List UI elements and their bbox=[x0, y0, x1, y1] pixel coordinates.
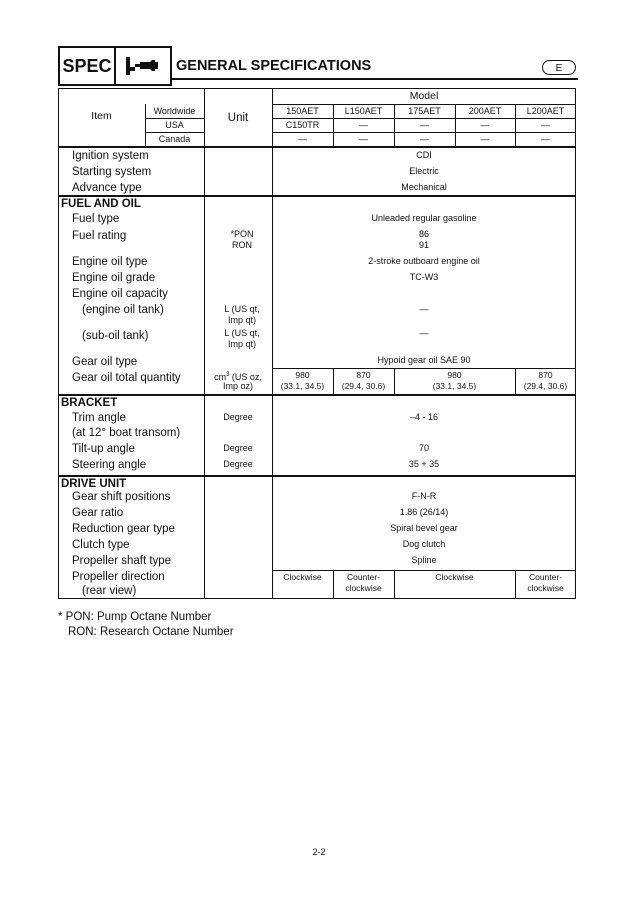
region-canada: Canada bbox=[158, 134, 191, 144]
value-propeller-shaft: Spline bbox=[411, 555, 437, 565]
model-cell: 175AET bbox=[408, 106, 441, 116]
item-tilt-up: Tilt-up angle bbox=[72, 443, 135, 455]
rule bbox=[58, 475, 576, 477]
prop-dir-cell: Counter- bbox=[346, 572, 381, 582]
prop-dir-cell: Counter- bbox=[528, 572, 563, 582]
spec-label: SPEC bbox=[58, 46, 116, 86]
model-cell: — bbox=[359, 120, 368, 130]
page-number: 2-2 bbox=[312, 847, 326, 857]
item-advance: Advance type bbox=[72, 182, 142, 194]
item-engine-oil-tank: (engine oil tank) bbox=[82, 304, 164, 316]
item-trim-angle-note: (at 12° boat transom) bbox=[72, 427, 181, 439]
item-engine-oil-type: Engine oil type bbox=[72, 256, 148, 268]
value-advance: Mechanical bbox=[401, 182, 447, 192]
item-propeller-direction: Propeller direction bbox=[72, 571, 165, 583]
item-clutch: Clutch type bbox=[72, 539, 130, 551]
item-steering: Steering angle bbox=[72, 459, 147, 471]
item-engine-oil-capacity: Engine oil capacity bbox=[72, 288, 168, 300]
section-bracket: BRACKET bbox=[61, 397, 118, 409]
model-cell: L200AET bbox=[526, 106, 565, 116]
region-usa: USA bbox=[165, 120, 184, 130]
model-cell: — bbox=[541, 120, 550, 130]
page-title: GENERAL SPECIFICATIONS bbox=[176, 58, 372, 74]
gear-oil-cell: 870 bbox=[356, 370, 371, 380]
value-engine-oil-tank: — bbox=[419, 304, 429, 314]
rule bbox=[272, 368, 576, 369]
item-gear-oil-qty: Gear oil total quantity bbox=[72, 372, 181, 384]
value-pon: 86 bbox=[418, 229, 429, 239]
unit-sub-oil-tank: L (US qt, bbox=[224, 328, 260, 338]
model-cell: — bbox=[420, 134, 429, 144]
value-trim: –4 - 16 bbox=[409, 412, 439, 422]
unit-gear-oil-qty-2: Imp oz) bbox=[222, 381, 253, 391]
value-gear-shift: F-N-R bbox=[411, 491, 437, 501]
rule bbox=[272, 104, 576, 105]
item-engine-oil-grade: Engine oil grade bbox=[72, 272, 156, 284]
rule bbox=[272, 118, 576, 119]
item-fuel-type: Fuel type bbox=[72, 213, 120, 225]
model-cell: 150AET bbox=[286, 106, 319, 116]
unit-engine-oil-tank: L (US qt, bbox=[224, 304, 260, 314]
wrench-icon bbox=[116, 46, 172, 86]
rule bbox=[58, 394, 576, 396]
unit-trim: Degree bbox=[223, 412, 253, 422]
unit-us-oz: (US oz, bbox=[229, 372, 262, 382]
item-rear-view: (rear view) bbox=[82, 585, 137, 597]
value-gear-oil-type: Hypoid gear oil SAE 90 bbox=[377, 355, 471, 365]
prop-dir-cell: Clockwise bbox=[435, 572, 474, 582]
footnote-ron: RON: Research Octane Number bbox=[68, 626, 234, 638]
item-trim-angle: Trim angle bbox=[72, 412, 126, 424]
gear-oil-cell: (29.4, 30.6) bbox=[523, 381, 568, 391]
gear-oil-cell: (33.1, 34.5) bbox=[280, 381, 325, 391]
unit-cm: cm bbox=[214, 372, 227, 382]
item-propeller-shaft: Propeller shaft type bbox=[72, 555, 172, 567]
item-header: Item bbox=[91, 110, 112, 122]
rule bbox=[272, 132, 576, 133]
value-steering: 35 + 35 bbox=[408, 459, 440, 469]
prop-dir-cell: clockwise bbox=[345, 583, 382, 593]
value-tilt: 70 bbox=[418, 443, 429, 453]
value-starting: Electric bbox=[409, 166, 439, 176]
value-clutch: Dog clutch bbox=[402, 539, 446, 549]
unit-cm-superscript: 3 bbox=[226, 372, 230, 378]
item-gear-ratio: Gear ratio bbox=[72, 507, 124, 519]
header-rule bbox=[172, 78, 578, 80]
model-cell: — bbox=[298, 134, 307, 144]
item-fuel-rating: Fuel rating bbox=[72, 230, 127, 242]
gear-oil-cell: 980 bbox=[447, 370, 462, 380]
rule bbox=[145, 132, 204, 133]
value-ignition: CDI bbox=[416, 150, 432, 160]
unit-header: Unit bbox=[227, 112, 249, 124]
gear-oil-cell: 980 bbox=[295, 370, 310, 380]
gear-oil-cell: (29.4, 30.6) bbox=[341, 381, 386, 391]
section-drive-unit: DRIVE UNIT bbox=[61, 478, 127, 490]
prop-dir-cell: Clockwise bbox=[283, 572, 322, 582]
rule bbox=[58, 146, 576, 148]
unit-steering: Degree bbox=[223, 459, 253, 469]
model-header: Model bbox=[409, 90, 439, 102]
model-cell: — bbox=[480, 120, 490, 130]
unit-pon: *PON bbox=[230, 229, 254, 239]
value-reduction-gear: Spiral bevel gear bbox=[390, 523, 458, 533]
value-gear-ratio: 1.86 (26/14) bbox=[399, 507, 449, 517]
item-gear-oil-type: Gear oil type bbox=[72, 356, 138, 368]
item-reduction-gear: Reduction gear type bbox=[72, 523, 175, 535]
model-cell: C150TR bbox=[285, 120, 320, 130]
unit-ron: RON bbox=[232, 240, 252, 250]
model-cell: 200AET bbox=[468, 106, 502, 116]
prop-dir-cell: clockwise bbox=[527, 583, 564, 593]
region-worldwide: Worldwide bbox=[153, 106, 196, 116]
value-sub-oil-tank: — bbox=[419, 328, 429, 338]
model-cell: — bbox=[541, 134, 550, 144]
value-engine-oil-type: 2-stroke outboard engine oil bbox=[368, 256, 480, 266]
unit-engine-oil-tank-2: Imp qt) bbox=[227, 315, 256, 325]
rule bbox=[272, 570, 576, 571]
item-ignition: Ignition system bbox=[72, 150, 149, 162]
language-badge: E bbox=[542, 60, 576, 75]
footnote-pon: * PON: Pump Octane Number bbox=[58, 611, 212, 623]
model-cell: — bbox=[359, 134, 368, 144]
item-starting: Starting system bbox=[72, 166, 152, 178]
model-cell: L150AET bbox=[344, 106, 383, 116]
item-sub-oil-tank: (sub-oil tank) bbox=[82, 330, 149, 342]
unit-tilt: Degree bbox=[223, 443, 253, 453]
section-fuel-oil: FUEL AND OIL bbox=[61, 198, 141, 210]
value-ron: 91 bbox=[418, 240, 429, 250]
value-fuel-type: Unleaded regular gasoline bbox=[371, 213, 477, 223]
gear-oil-cell: 870 bbox=[538, 370, 553, 380]
value-engine-oil-grade: TC-W3 bbox=[409, 272, 439, 282]
model-cell: — bbox=[480, 134, 490, 144]
rule bbox=[145, 118, 204, 119]
model-cell: — bbox=[420, 120, 429, 130]
unit-sub-oil-tank-2: Imp qt) bbox=[227, 339, 256, 349]
item-gear-shift: Gear shift positions bbox=[72, 491, 171, 503]
gear-oil-cell: (33.1, 34.5) bbox=[432, 381, 477, 391]
